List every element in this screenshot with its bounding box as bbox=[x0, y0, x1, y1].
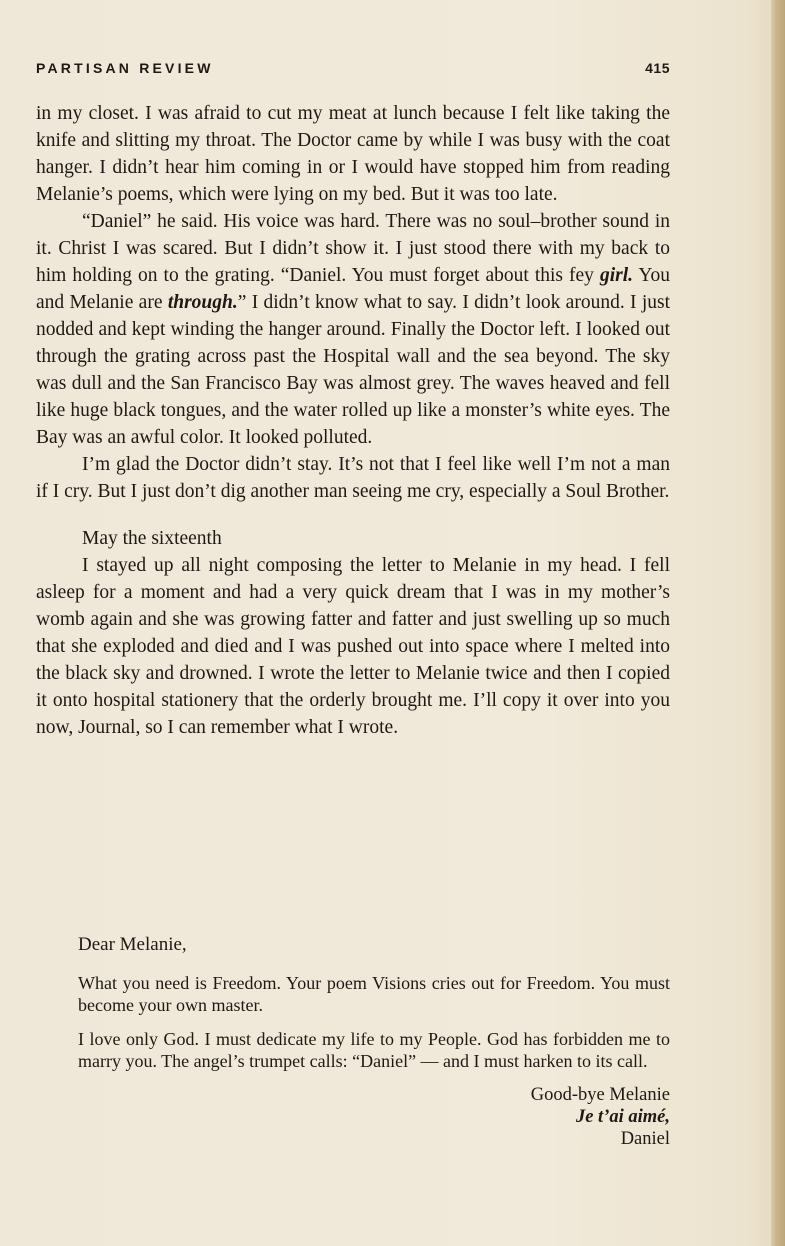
paragraph: I stayed up all night composing the letter to Melanie in my head. I fell asleep for a moment and had a very quick dream that I was in my mother’s womb again and she was growing fatter and fatter and just swelling up so much that she exploded and died and I was pushed out into space where I melted into the black sky and drowned. I wrote the letter to Melanie twice and then I copied it onto hospital stationery that the orderly brought me. I’ll copy it over into you now, Journal, so I can remember what I wrote. bbox=[36, 555, 670, 738]
emphasis-text: through. bbox=[167, 292, 238, 313]
letter-closing-french bbox=[78, 1106, 670, 1128]
paragraph-text: “Daniel” he said. His voice was hard. There was no soul–brother sound in it. Christ I was scared. But I didn’t show it. I just stood there with my back to him holding on to the grating. “Daniel. You must forget about this fey bbox=[36, 211, 670, 286]
letter-paragraph: I love only God. I must dedicate my life to my People. God has forbidden me to marry you. The angel’s trumpet calls: “Daniel” — and I must harken to its call. bbox=[78, 1029, 670, 1071]
body-text bbox=[36, 100, 670, 741]
letter-closing: Good-bye Melanie bbox=[530, 1085, 670, 1105]
letter-signature: Daniel bbox=[620, 1129, 670, 1149]
paragraph-text: You and Melanie are bbox=[36, 265, 670, 313]
letter-salutation: Dear Melanie, bbox=[78, 934, 187, 955]
emphasis-text: Je t’ai aimé, bbox=[575, 1107, 670, 1127]
running-head bbox=[36, 60, 670, 76]
book-spine-shadow bbox=[771, 0, 785, 1246]
emphasis-text: girl. bbox=[599, 265, 634, 286]
paragraph bbox=[36, 208, 670, 451]
paragraph-text: ” I didn’t know what to say. I didn’t look around. I just nodded and kept winding the hanger around. Finally the Doctor left. I looked out through the grating across past the Hospital wall and the sea beyond. The sky was dull and the San Francisco Bay was almost grey. The waves heaved and fell like huge black tongues, and the water rolled up like a monster’s white eyes. The Bay was an awful color. It looked polluted. bbox=[36, 292, 670, 448]
paragraph: I’m glad the Doctor didn’t stay. It’s not that I feel like well I’m not a man if I cry. But I just don’t dig another man seeing me cry, especially a Soul Brother. bbox=[36, 454, 670, 502]
letter-paragraph: What you need is Freedom. Your poem Visions cries out for Freedom. You must become your own master. bbox=[78, 973, 670, 1015]
journal-date-heading: May the sixteenth bbox=[82, 528, 222, 549]
journal-title: PARTISAN REVIEW bbox=[36, 60, 214, 76]
paragraph: in my closet. I was afraid to cut my meat at lunch because I felt like taking the knife and slitting my throat. The Doctor came by while I was busy with the coat hanger. I didn’t hear him coming in or I would have stopped him from reading Melanie’s poems, which were lying on my bed. But it was too late. bbox=[36, 103, 670, 205]
letter-block bbox=[78, 934, 670, 1150]
page-number: 415 bbox=[645, 60, 670, 76]
